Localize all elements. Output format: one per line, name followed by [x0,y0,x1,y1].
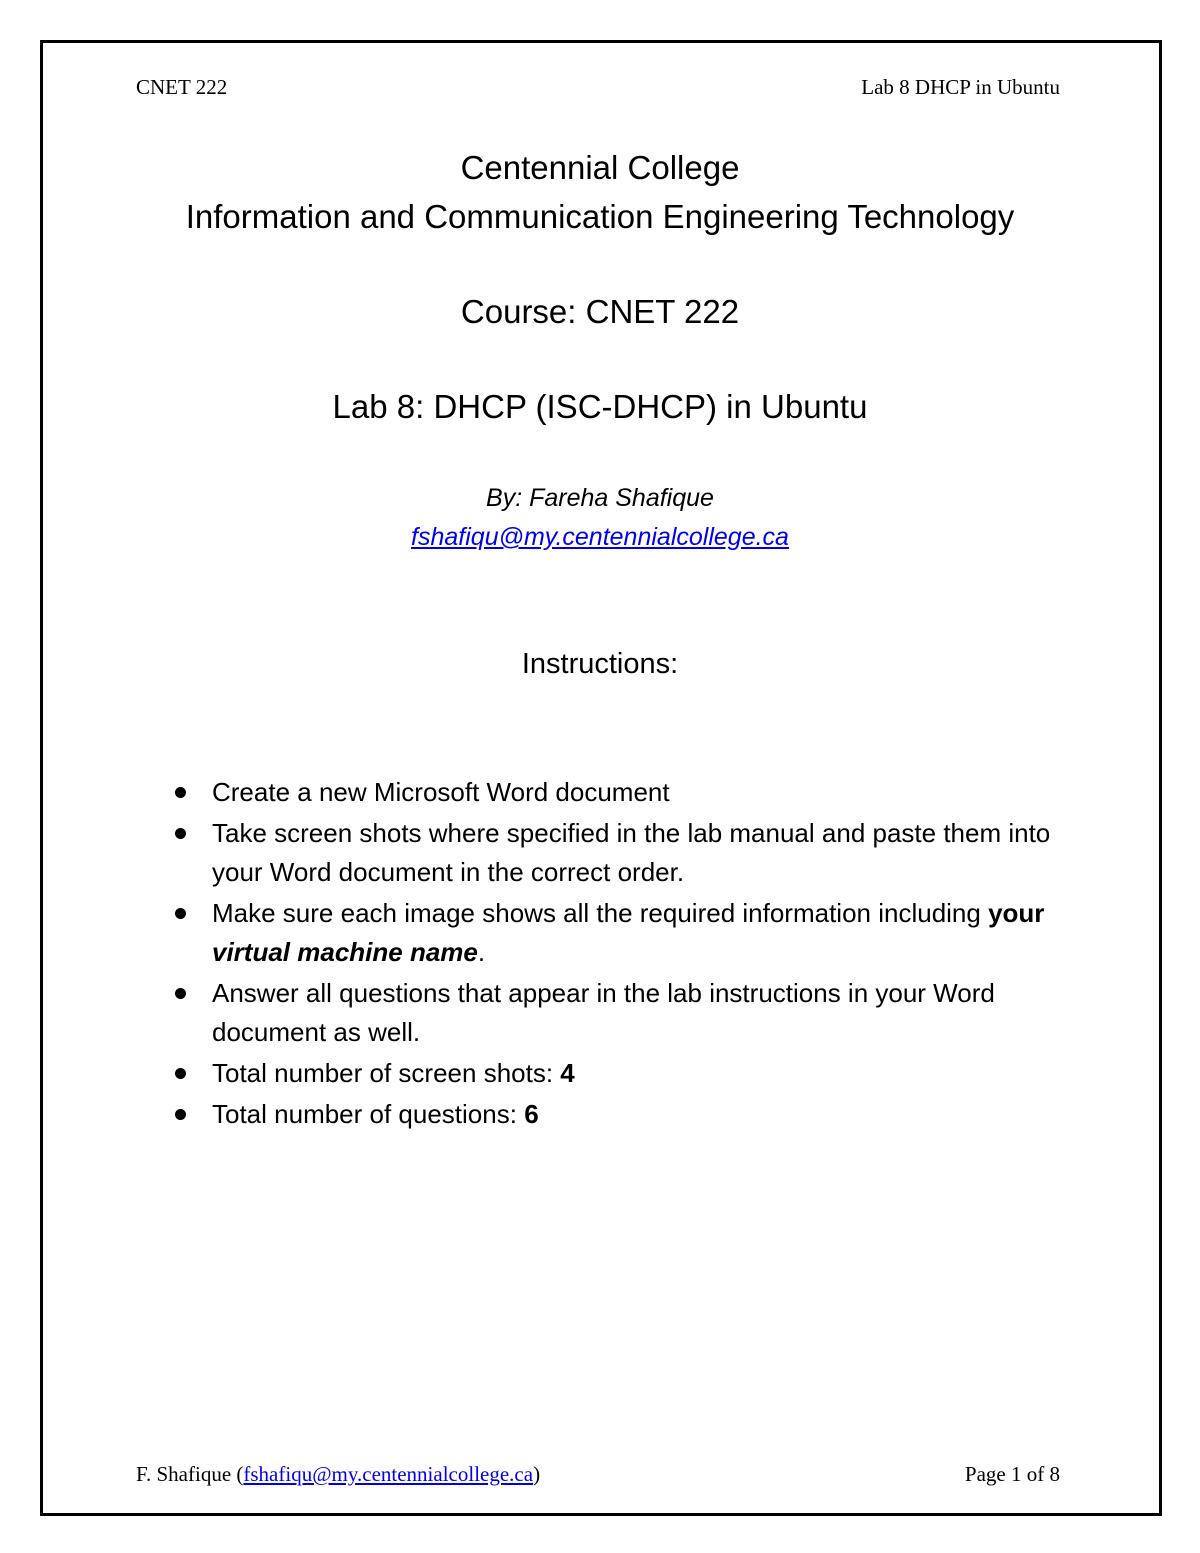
bullet-icon [175,988,186,999]
emphasis-your: your [988,898,1045,928]
header-lab-title: Lab 8 DHCP in Ubuntu [861,75,1060,99]
bullet-icon [175,787,186,798]
bullet-icon [175,908,186,919]
list-item [172,974,1052,1052]
list-item-period: . [477,937,486,967]
list-item-text: Answer all questions that appear in the lab instructions in your Word document as well. [212,978,995,1047]
list-item-text: Total number of questions: [212,1099,525,1129]
footer-name: F. Shafique ( [136,1462,244,1486]
program-title: Information and Communication Engineering Technology [185,198,1015,235]
footer-email-link[interactable]: fshafiqu@my.centennialcollege.ca [243,1462,534,1486]
emphasis-vm-name: virtual machine name [212,937,478,967]
instructions-heading: Instructions: [521,648,679,680]
bullet-icon [175,828,186,839]
screenshot-count: 4 [560,1058,575,1088]
lab-title: Lab 8: DHCP (ISC-DHCP) in Ubuntu [332,388,868,425]
list-item-text: Create a new Microsoft Word document [212,777,670,807]
footer-close-paren: ) [533,1462,541,1486]
page-number: Page 1 of 8 [964,1462,1060,1486]
bullet-icon [175,1068,186,1079]
author-email-link[interactable]: fshafiqu@my.centennialcollege.ca [411,523,789,551]
list-item-text: Total number of screen shots: [212,1058,561,1088]
footer-author [136,1462,540,1486]
author-line: By: Fareha Shafique [486,484,714,512]
college-title: Centennial College [460,149,740,186]
list-item [172,1054,1052,1093]
header-course-code: CNET 222 [136,75,228,99]
list-item [172,894,1052,972]
instructions-list [172,773,1052,1136]
list-item [172,773,1052,812]
bullet-icon [175,1109,186,1120]
list-item [172,1095,1052,1134]
list-item-text: Make sure each image shows all the required information including [212,898,989,928]
list-item-text: Take screen shots where specified in the lab manual and paste them into your Word document in the correct order. [212,818,1051,887]
author-email-line [0,521,1200,553]
question-count: 6 [524,1099,539,1129]
list-item [172,814,1052,892]
course-title: Course: CNET 222 [460,293,740,330]
